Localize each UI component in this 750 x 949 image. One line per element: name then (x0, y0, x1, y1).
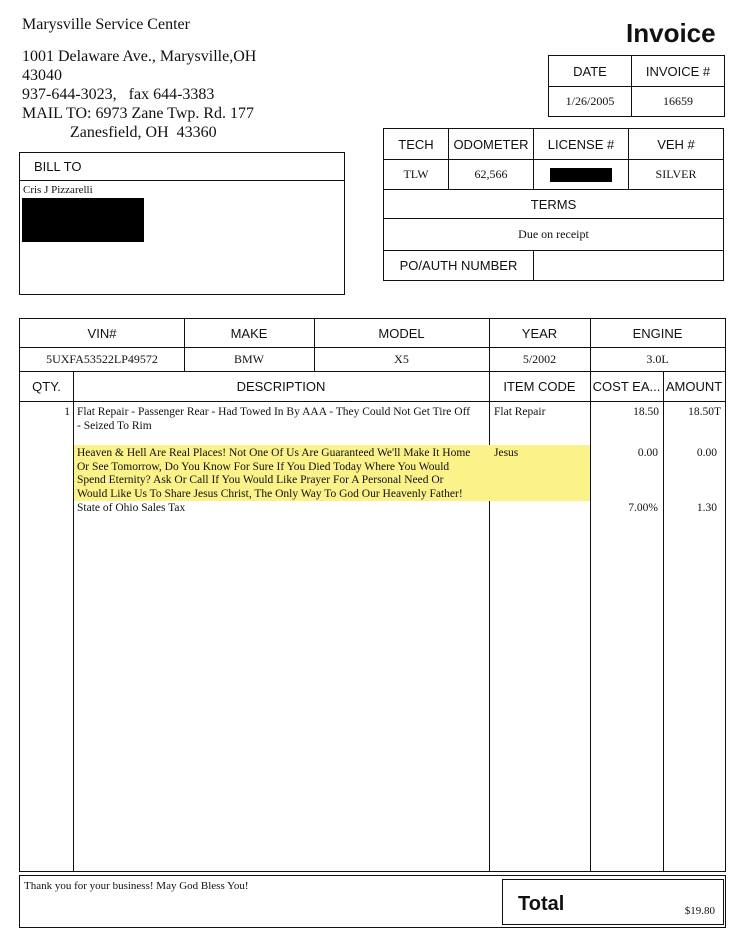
license-value (534, 160, 629, 190)
cost-header: COST EA... (592, 379, 661, 394)
total-amount: $19.80 (684, 905, 715, 917)
invoice-number: 16659 (632, 87, 725, 117)
divider (590, 319, 591, 871)
divider (489, 319, 490, 871)
description-line: Or See Tomorrow, Do You Know For Sure If You Died Today Where You Would (77, 460, 450, 473)
make-header: MAKE (230, 326, 268, 341)
address-line: 43040 (22, 67, 62, 84)
company-name: Marysville Service Center (22, 16, 190, 33)
item-description: State of Ohio Sales Tax (77, 502, 186, 514)
total-box (502, 879, 724, 925)
engine-header: ENGINE (632, 326, 683, 341)
divider (20, 347, 725, 348)
invoice-date: 1/26/2005 (549, 87, 632, 117)
footer-message: Thank you for your business! May God Bless You! (24, 880, 249, 892)
total-label: Total (518, 893, 565, 915)
address-line: Zanesfield, OH 43360 (22, 124, 217, 141)
odometer-value: 62,566 (449, 160, 534, 190)
divider (663, 371, 664, 871)
description-line: Spend Eternity? Ask Or Call If You Would Like Prayer For A Personal Need Or (77, 474, 444, 486)
footer-box (19, 875, 726, 928)
vin-header: VIN# (87, 326, 117, 341)
description-line: Flat Repair - Passenger Rear - Had Towed In By AAA - They Could Not Get Tire Off (77, 406, 471, 418)
redaction-bar (550, 168, 612, 182)
address-line: MAIL TO: 6973 Zane Twp. Rd. 177 (22, 105, 255, 122)
tech-value: TLW (384, 160, 449, 190)
item-code: Flat Repair (494, 406, 546, 418)
item-description (77, 406, 487, 433)
item-amount: 1.30 (696, 502, 717, 514)
invoice-number-label: INVOICE # (632, 56, 725, 87)
vehicle-service-box (383, 128, 724, 281)
terms-value: Due on receipt (384, 219, 724, 251)
item-cost: 18.50 (633, 406, 659, 418)
item-qty: 1 (64, 406, 70, 418)
bill-to-label: BILL TO (20, 153, 344, 181)
bill-to-name: Cris J Pizzarelli (23, 184, 93, 196)
address-line: 937-644-3023, fax 644-3383 (22, 86, 215, 103)
model-header: MODEL (378, 326, 425, 341)
page-title: Invoice (626, 18, 716, 48)
date-invoice-box (548, 55, 725, 117)
qty-header: QTY. (32, 379, 61, 394)
company-address (22, 47, 256, 142)
line-items-table (19, 318, 726, 872)
veh-label: VEH # (629, 129, 724, 160)
item-amount: 0.00 (696, 447, 717, 459)
terms-label: TERMS (384, 190, 724, 219)
tech-label: TECH (384, 129, 449, 160)
divider (20, 371, 725, 372)
year-header: YEAR (521, 326, 558, 341)
redaction-bar (22, 198, 144, 242)
make-value: BMW (234, 352, 264, 366)
divider (20, 401, 725, 402)
veh-value: SILVER (629, 160, 724, 190)
item-cost: 0.00 (637, 447, 658, 459)
license-label: LICENSE # (534, 129, 629, 160)
item-amount: 18.50T (688, 406, 721, 418)
item-cost: 7.00% (628, 502, 658, 514)
engine-value: 3.0L (646, 352, 669, 366)
description-header: DESCRIPTION (236, 379, 326, 394)
bill-to-box (19, 152, 345, 295)
po-auth-label: PO/AUTH NUMBER (384, 251, 534, 281)
po-auth-value (534, 251, 724, 281)
year-value: 5/2002 (522, 352, 557, 366)
model-value: X5 (394, 352, 409, 366)
item-code: Jesus (494, 447, 519, 459)
description-line: Heaven & Hell Are Real Places! Not One Of Us Are Guaranteed We'll Make It Home (77, 447, 471, 459)
item-description (77, 447, 489, 501)
description-line: - Seized To Rim (77, 419, 152, 432)
address-line: 1001 Delaware Ave., Marysville,OH (22, 48, 257, 65)
amount-header: AMOUNT (665, 379, 723, 394)
description-line: Would Like Us To Share Jesus Christ, The Only Way To God Our Heavenly Father! (77, 487, 463, 500)
odometer-label: ODOMETER (449, 129, 534, 160)
date-label: DATE (549, 56, 632, 87)
vin-value: 5UXFA53522LP49572 (46, 352, 158, 366)
item-code-header: ITEM CODE (503, 379, 576, 394)
